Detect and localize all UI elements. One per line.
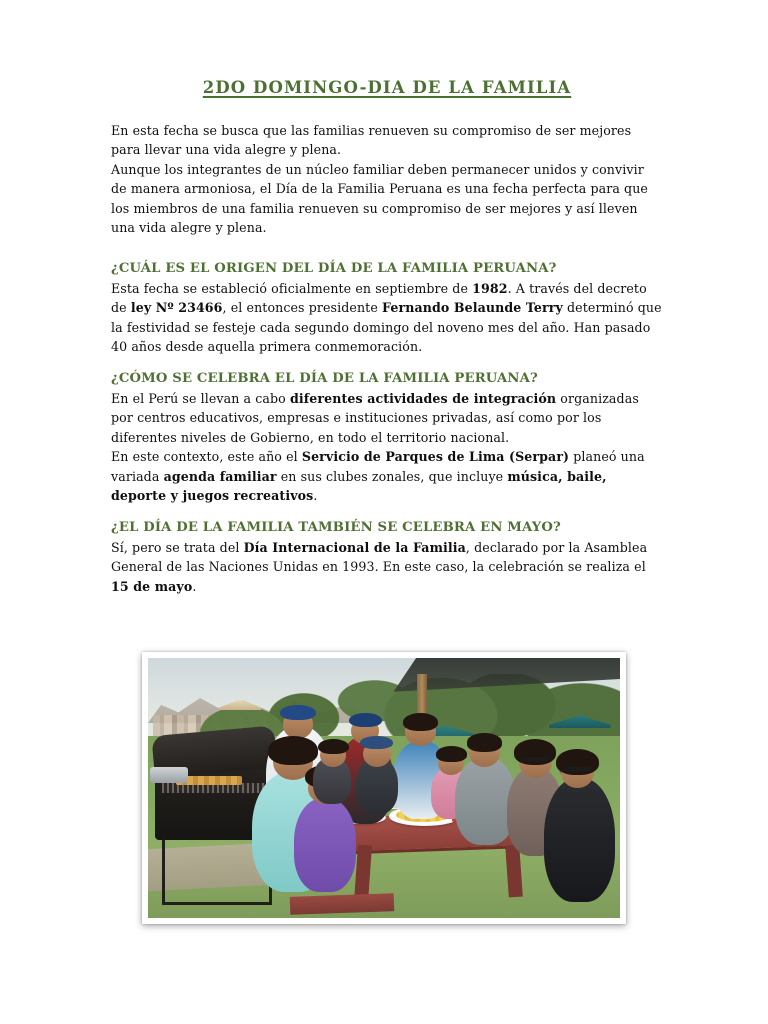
text-run: organizadas por centros educativos, empresas e instituciones privadas, así como por los diferentes niveles de Gobierno, en todo el territorio nacional. [111, 390, 639, 445]
text-run: Sí, pero se trata del [111, 539, 244, 555]
text-run: . A través del decreto de [111, 280, 647, 316]
family-picnic-photo [142, 652, 626, 924]
document-content [111, 78, 663, 596]
section-heading-celebra: ¿CÓMO SE CELEBRA EL DÍA DE LA FAMILIA PERUANA? [111, 370, 538, 386]
eyeglasses [521, 757, 549, 761]
text-run: planeó una variada [111, 449, 645, 484]
hair [403, 713, 438, 731]
person-girl-purple [294, 798, 355, 892]
photo-frame [142, 652, 626, 924]
hair [318, 739, 349, 755]
intro-paragraph-1: En esta fecha se busca que las familias renueven su compromiso de ser mejores para llevar una vida alegre y plena. [111, 122, 632, 158]
text-run: . [313, 488, 318, 504]
bold-run: diferentes actividades de integración [289, 390, 557, 406]
text-run: , declarado por la Asamblea General de las Naciones Unidas en 1993. En este caso, la celebración se realiza el [111, 539, 648, 575]
spacer [111, 506, 663, 519]
section-body-celebra-b [111, 447, 663, 506]
hair [436, 746, 467, 762]
metal-pot [150, 767, 188, 783]
hair [556, 749, 598, 775]
text-run: Esta fecha se estableció oficialmente en septiembre de [111, 280, 473, 296]
text-run: . [192, 578, 197, 594]
section-heading-origen: ¿CUÁL ES EL ORIGEN DEL DÍA DE LA FAMILIA PERUANA? [111, 260, 557, 276]
eyeglasses [563, 767, 591, 771]
bold-run: música, baile, deporte y juegos recreativos [111, 468, 607, 504]
text-run: En el Perú se llevan a cabo [111, 390, 290, 406]
bold-run: 1982 [472, 280, 508, 296]
bold-run: 15 de mayo [111, 578, 193, 594]
cap [349, 713, 382, 727]
section-body-celebra-a [111, 389, 663, 448]
text-run: en sus clubes zonales, que incluye [276, 468, 508, 484]
text-run: determinó que la festividad se festeje cada segundo domingo del noveno mes del año. Han pasado 40 años desde aquella primera conmemoración. [111, 300, 662, 355]
spacer [111, 357, 663, 370]
photo-image [148, 658, 620, 918]
section-heading-mayo: ¿EL DÍA DE LA FAMILIA TAMBIÉN SE CELEBRA EN MAYO? [111, 519, 561, 535]
bold-run: agenda familiar [163, 468, 277, 484]
cap [360, 736, 393, 749]
hair [467, 733, 502, 751]
picnic-bench [289, 893, 393, 915]
bold-run: Fernando Belaunde Terry [382, 300, 563, 316]
bold-run: Día Internacional de la Familia [243, 539, 466, 555]
spacer [111, 238, 663, 260]
text-run: , el entonces presidente [222, 300, 382, 316]
bold-run: ley Nº 23466 [130, 300, 223, 316]
hair [268, 736, 318, 765]
bold-run: Servicio de Parques de Lima (Serpar) [301, 449, 570, 465]
cap [280, 705, 315, 721]
person-teen-girl-black [544, 778, 615, 903]
page-title: 2DO DOMINGO-DIA DE LA FAMILIA [202, 78, 572, 97]
text-run: En este contexto, este año el [111, 449, 302, 465]
section-body-mayo [111, 538, 663, 597]
intro-paragraph-2: Aunque los integrantes de un núcleo familiar deben permanecer unidos y convivir de manera armoniosa, el Día de la Familia Peruana es una fecha perfecta para que los miembros de una familia renueven su compromiso de ser mejores y así lleven una vida alegre y plena. [111, 161, 648, 236]
section-body-origen [111, 279, 663, 357]
